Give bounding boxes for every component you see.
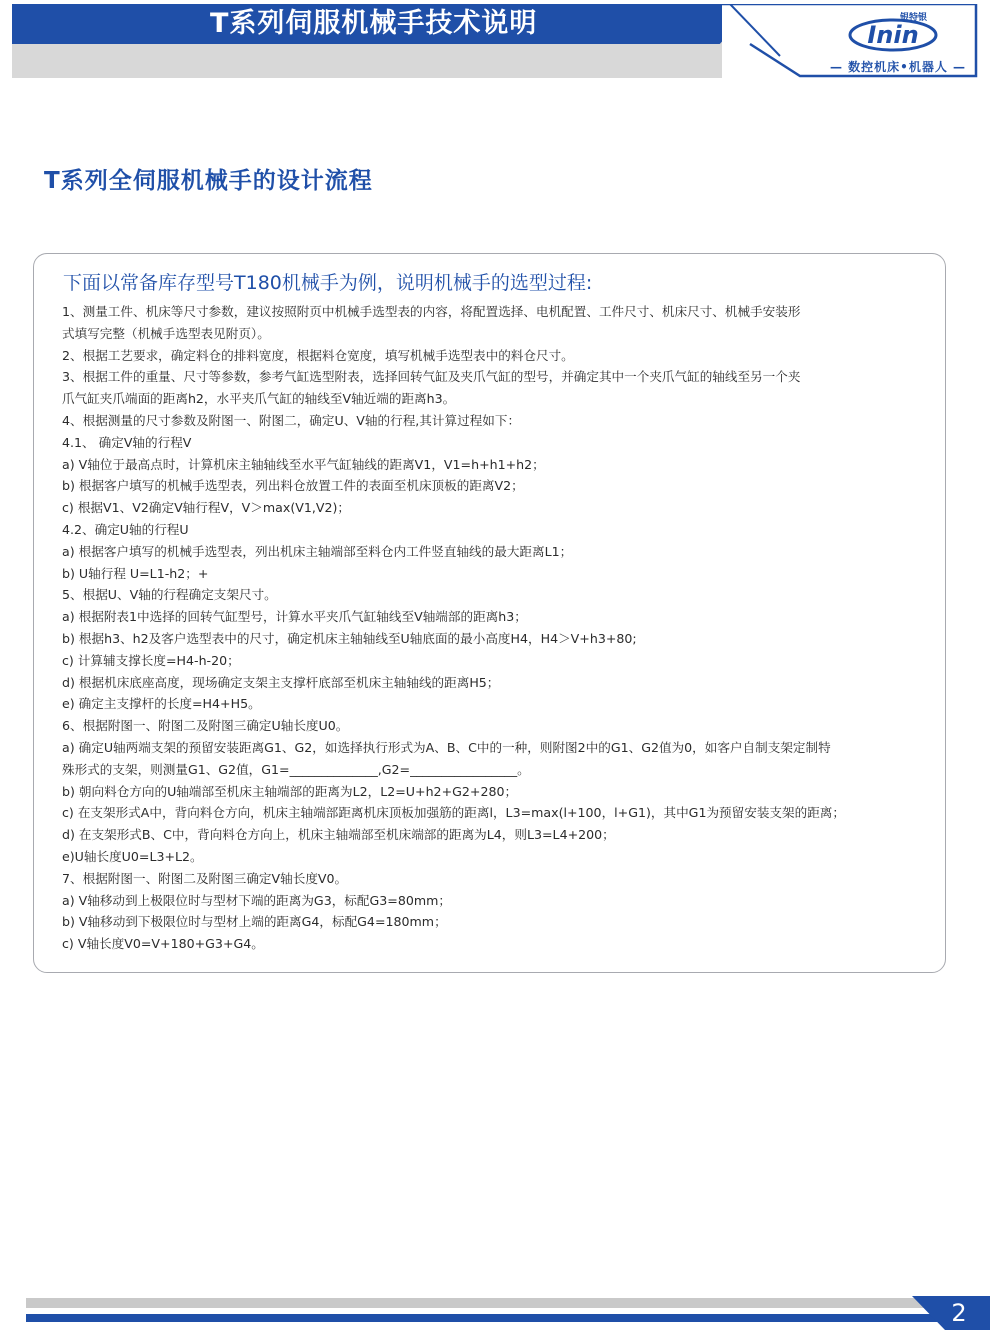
- procedure-line: 4、根据测量的尺寸参数及附图一、附图二，确定U、V轴的行程,其计算过程如下：: [62, 412, 521, 428]
- procedure-line: 爪气缸夹爪端面的距离h2，水平夹爪气缸的轴线至V轴近端的距离h3。: [62, 391, 456, 407]
- procedure-line: d) 根据机床底座高度，现场确定支架主支撑杆底部至机床主轴轴线的距离H5；: [62, 674, 500, 690]
- procedure-line: b) 根据h3、h2及客户选型表中的尺寸，确定机床主轴轴线至U轴底面的最小高度H4，H4＞V+h3+80;: [62, 630, 637, 646]
- procedure-list: [62, 301, 922, 955]
- procedure-line: b) U轴行程 U=L1-h2；+: [62, 565, 209, 581]
- procedure-line: c) 计算辅支撑长度=H4-h-20；: [62, 652, 240, 668]
- logo-tagline: — 数控机床•机器人 —: [829, 60, 967, 74]
- procedure-line: e)U轴长度U0=L3+L2。: [62, 848, 203, 864]
- procedure-line: b) V轴移动到下极限位时与型材上端的距离G4，标配G4=180mm；: [62, 914, 447, 930]
- procedure-line: 6、根据附图一、附图二及附图三确定U轴长度U0。: [62, 718, 349, 734]
- procedure-line: 7、根据附图一、附图二及附图三确定V轴长度V0。: [62, 870, 348, 886]
- procedure-line: 4.1、 确定V轴的行程V: [62, 434, 192, 450]
- procedure-line: a) 确定U轴两端支架的预留安装距离G1、G2，如选择执行形式为A、B、C中的一种，则附图2中的G1、G2值为0，如客户自制支架定制特: [62, 739, 831, 755]
- procedure-line: c) 在支架形式A中，背向料仓方向，机床主轴端部距离机床顶板加强筋的距离l，L3=max(l+100，l+G1)，其中G1为预留安装支架的距离；: [62, 805, 845, 821]
- page-number: 2: [951, 1299, 967, 1327]
- procedure-line: a) V轴移动到上极限位时与型材下端的距离为G3，标配G3=80mm；: [62, 892, 451, 908]
- procedure-line: d) 在支架形式B、C中，背向料仓方向上，机床主轴端部至机床端部的距离为L4，则L3=L4+200；: [62, 827, 615, 843]
- section-title: T系列全伺服机械手的设计流程: [44, 168, 373, 194]
- procedure-line: b) 根据客户填写的机械手选型表，列出料仓放置工件的表面至机床顶板的距离V2；: [62, 478, 524, 494]
- procedure-line: c) V轴长度V0=V+180+G3+G4。: [62, 936, 264, 952]
- procedure-line: 殊形式的支架，则测量G1、G2值，G1=______________,G2=_________________。: [62, 761, 530, 777]
- procedure-line: 2、根据工艺要求，确定料仓的排料宽度，根据料仓宽度，填写机械手选型表中的料仓尺寸。: [62, 347, 574, 363]
- procedure-line: 5、根据U、V轴的行程确定支架尺寸。: [62, 587, 277, 603]
- procedure-line: c) 根据V1、V2确定V轴行程V，V＞max(V1,V2)；: [62, 500, 350, 516]
- procedure-line: a) V轴位于最高点时，计算机床主轴轴线至水平气缸轴线的距离V1，V1=h+h1+h2；: [62, 456, 545, 472]
- logo-text: Inin: [867, 21, 919, 49]
- procedure-line: 1、测量工件、机床等尺寸参数，建议按照附页中机械手选型表的内容，将配置选择、电机配置、工件尺寸、机床尺寸、机械手安装形: [62, 304, 801, 319]
- company-logo-icon: [848, 18, 938, 52]
- procedure-line: b) 朝向料仓方向的U轴端部至机床主轴端部的距离为L2，L2=U+h2+G2+280；: [62, 783, 518, 799]
- logo-small-text: 银特银: [900, 13, 928, 23]
- footer-gray-band: [26, 1298, 926, 1308]
- document-title: T系列伺服机械手技术说明: [210, 8, 538, 39]
- procedure-line: 4.2、确定U轴的行程U: [62, 521, 189, 537]
- intro-heading: 下面以常备库存型号T180机械手为例，说明机械手的选型过程:: [63, 272, 593, 294]
- procedure-line: a) 根据附表1中选择的回转气缸型号，计算水平夹爪气缸轴线至V轴端部的距离h3；: [62, 609, 527, 625]
- procedure-line: a) 根据客户填写的机械手选型表，列出机床主轴端部至料仓内工件竖直轴线的最大距离L1；: [62, 543, 573, 559]
- footer-blue-band: [26, 1314, 986, 1322]
- procedure-line: 式填写完整（机械手选型表见附页）。: [62, 325, 270, 341]
- procedure-line: e) 确定主支撑杆的长度=H4+H5。: [62, 696, 261, 712]
- procedure-line: 3、根据工件的重量、尺寸等参数，参考气缸选型附表，选择回转气缸及夹爪气缸的型号，并确定其中一个夹爪气缸的轴线至另一个夹: [62, 369, 801, 385]
